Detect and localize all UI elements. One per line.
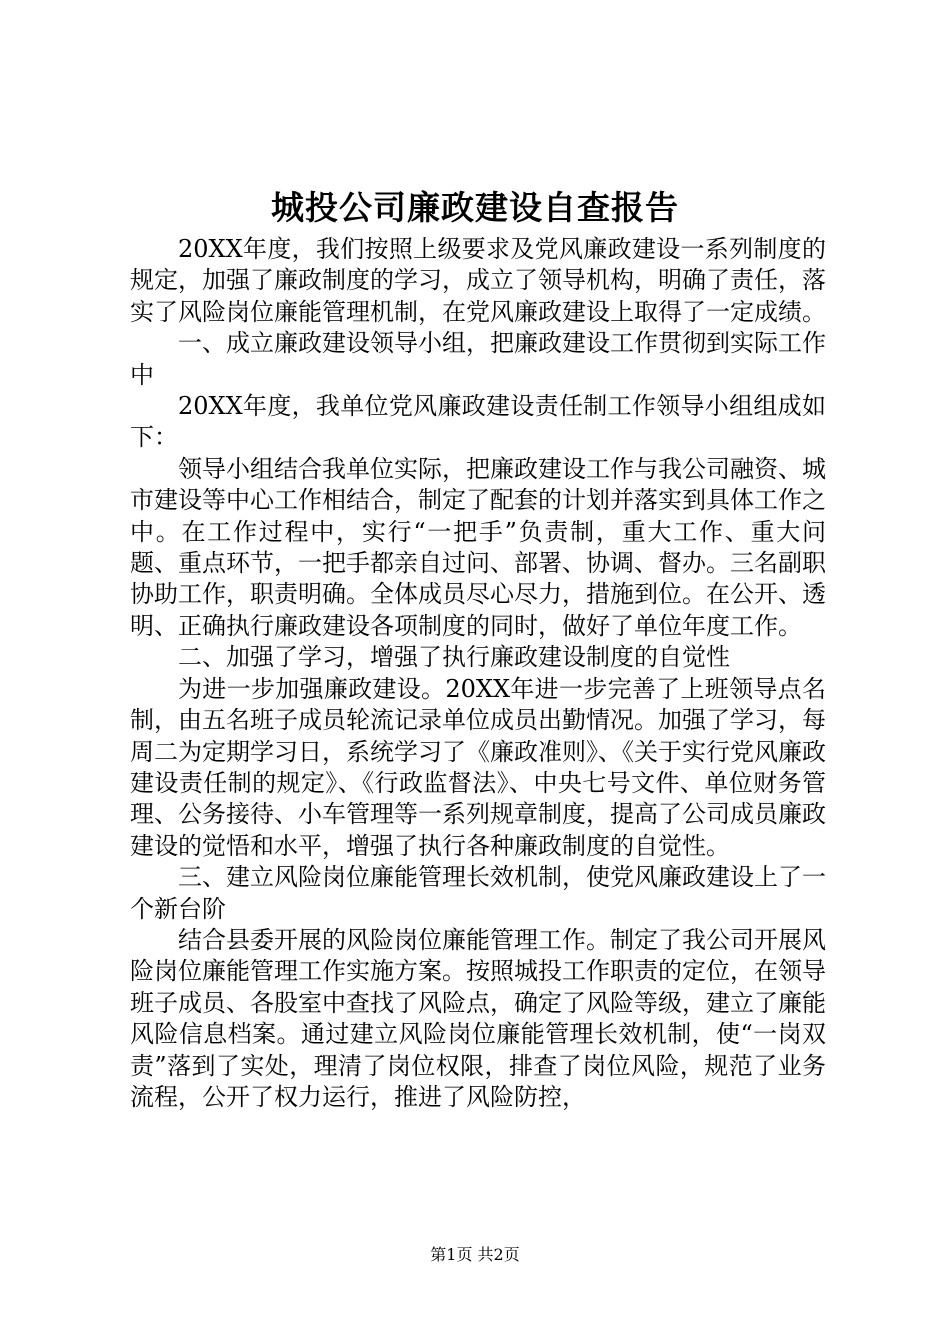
document-body bbox=[130, 234, 826, 1113]
paragraph-group-composition: 20XX年度，我单位党风廉政建设责任制工作领导小组组成如下： bbox=[130, 392, 826, 452]
section-heading-1: 一、成立廉政建设领导小组，把廉政建设工作贯彻到实际工作中 bbox=[130, 329, 826, 389]
document-title: 城投公司廉政建设自查报告 bbox=[271, 188, 679, 227]
paragraph-group-work: 领导小组结合我单位实际，把廉政建设工作与我公司融资、城市建设等中心工作相结合，制定了配套的计划并落实到具体工作之中。在工作过程中，实行“一把手”负责制，重大工作、重大问题、重点环节，一把手都亲自过问、部署、协调、督办。三名副职协助工作，职责明确。全体成员尽心尽力，措施到位。在公开、透明、正确执行廉政建设各项制度的同时，做好了单位年度工作。 bbox=[130, 454, 826, 640]
page-footer: 第1页 共2页 bbox=[430, 1245, 520, 1264]
paragraph-risk-management: 结合县委开展的风险岗位廉能管理工作。制定了我公司开展风险岗位廉能管理工作实施方案。按照城投工作职责的定位，在领导班子成员、各股室中查找了风险点，确定了风险等级，建立了廉能风险信息档案。通过建立风险岗位廉能管理长效机制，使“一岗双责”落到了实处，理清了岗位权限，排查了岗位风险，规范了业务流程，公开了权力运行，推进了风险防控， bbox=[130, 925, 826, 1111]
section-heading-3: 三、建立风险岗位廉能管理长效机制，使党风廉政建设上了一个新台阶 bbox=[130, 863, 826, 923]
section-heading-2: 二、加强了学习，增强了执行廉政建设制度的自觉性 bbox=[178, 643, 730, 672]
paragraph-study: 为进一步加强廉政建设。20XX年进一步完善了上班领导点名制，由五名班子成员轮流记录单位成员出勤情况。加强了学习，每周二为定期学习日，系统学习了《廉政准则》、《关于实行党风廉政建设责任制的规定》、《行政监督法》、中央七号文件、单位财务管理、公务接待、小车管理等一系列规章制度，提高了公司成员廉政建设的觉悟和水平，增强了执行各种廉政制度的自觉性。 bbox=[130, 674, 826, 860]
paragraph-intro: 20XX年度，我们按照上级要求及党风廉政建设一系列制度的规定，加强了廉政制度的学习，成立了领导机构，明确了责任，落实了风险岗位廉能管理机制，在党风廉政建设上取得了一定成绩。 bbox=[130, 235, 826, 326]
